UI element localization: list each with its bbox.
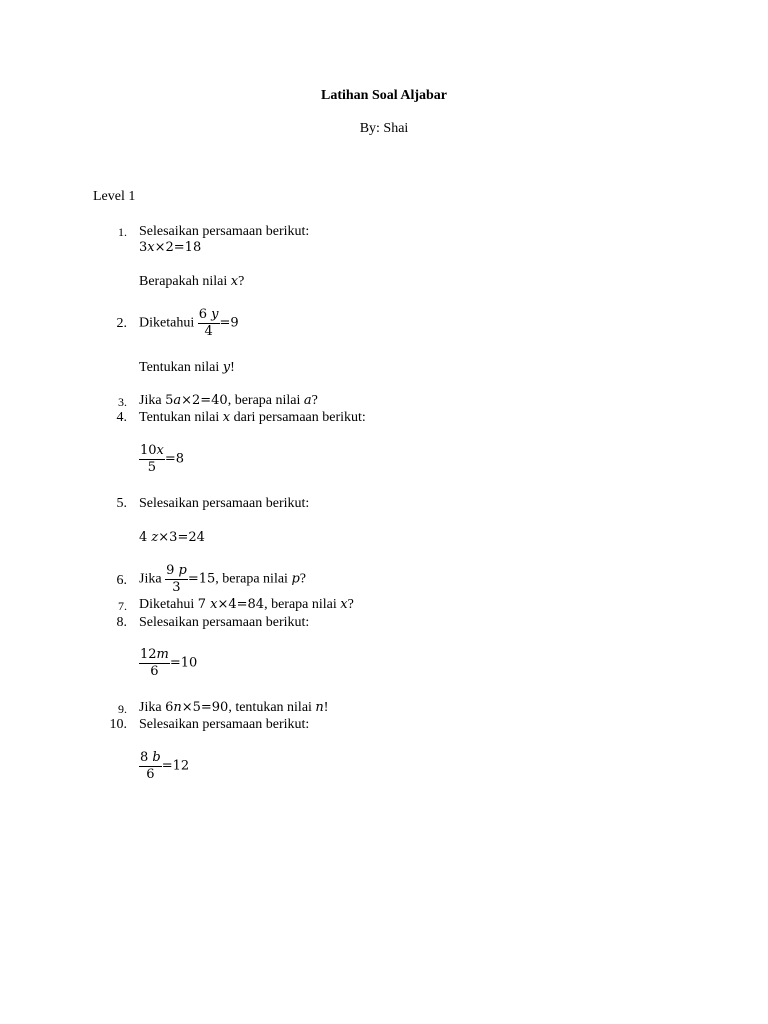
question-3-text: Jika 5a×2=40, berapa nilai a? <box>139 393 318 408</box>
question-number-3: 3. <box>118 395 127 409</box>
fraction-6y-over-4: $\frac{6 y}{4}$ <box>198 307 219 339</box>
question-2-text: Diketahui $\frac{6 y}{4}$ =9 <box>139 307 239 339</box>
question-number-8: 8. <box>116 615 127 630</box>
fraction-9p-over-3: $\frac{9 p}{3}$ <box>166 563 187 595</box>
question-number-5: 5. <box>116 496 127 511</box>
question-number-6: 6. <box>116 573 127 588</box>
fraction-10x-over-5: $\frac{10x}{5}$ <box>140 443 164 475</box>
question-number-10: 10. <box>109 717 127 732</box>
author-line: By: Shai <box>359 121 409 136</box>
question-1-ask: Berapakah nilai x? <box>139 274 245 289</box>
question-number-4: 4. <box>116 410 127 425</box>
question-8-equation: $\frac{12m}{6}$ =10 <box>140 647 198 679</box>
question-9-text: Jika 6n×5=90, tentukan nilai n! <box>139 700 329 715</box>
question-10-text: Selesaikan persamaan berikut: <box>139 717 310 732</box>
question-1-text: Selesaikan persamaan berikut: <box>139 224 310 239</box>
question-number-1: 1. <box>118 225 127 239</box>
question-10-equation: $\frac{8 b}{6}$ =12 <box>140 750 190 782</box>
question-7-text: Diketahui 7 x×4=84, berapa nilai x? <box>139 597 354 612</box>
question-number-7: 7. <box>118 599 127 613</box>
question-5-text: Selesaikan persamaan berikut: <box>139 496 310 511</box>
fraction-8b-over-6: $\frac{8 b}{6}$ <box>140 750 161 782</box>
question-number-2: 2. <box>116 316 127 331</box>
question-8-text: Selesaikan persamaan berikut: <box>139 615 310 630</box>
question-4-text: Tentukan nilai x dari persamaan berikut: <box>139 410 366 425</box>
question-4-equation: $\frac{10x}{5}$ =8 <box>140 443 185 475</box>
question-number-9: 9. <box>118 702 127 716</box>
fraction-12m-over-6: $\frac{12m}{6}$ <box>140 647 169 679</box>
question-1-equation: 3x×2=18 <box>139 240 202 255</box>
question-2-ask: Tentukan nilai y! <box>139 360 235 375</box>
question-6-text: Jika $\frac{9 p}{3}$ =15, berapa nilai p? <box>139 563 306 595</box>
document-title: Latihan Soal Aljabar <box>320 88 448 103</box>
question-5-equation: 4 z×3=24 <box>139 530 205 545</box>
level-heading: Level 1 <box>93 189 136 204</box>
